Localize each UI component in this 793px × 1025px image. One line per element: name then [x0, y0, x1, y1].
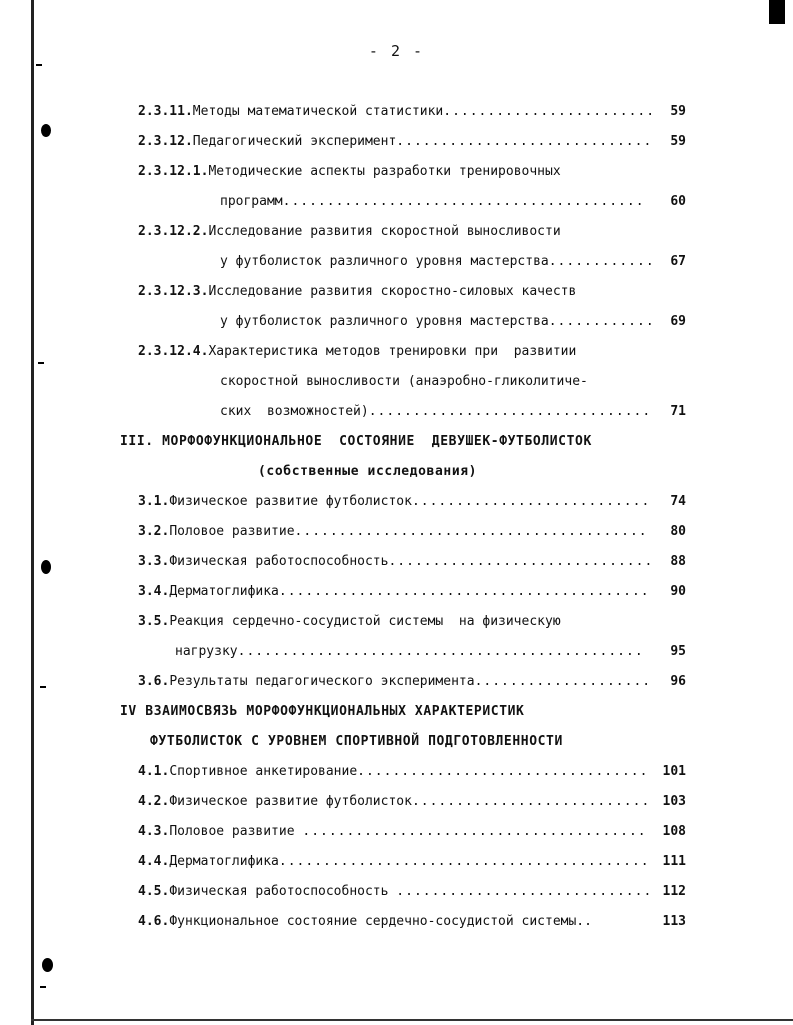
toc-entry-number: 2.3.12.1. [138, 164, 209, 179]
toc-entry [138, 344, 576, 360]
punch-hole-mark [41, 124, 51, 137]
toc-entry-title: Педагогический эксперимент [192, 134, 397, 149]
toc-entry-title: Дерматоглифика [169, 584, 279, 599]
toc-page-number: 88 [670, 554, 686, 569]
toc-dot-leader: ........................... [411, 494, 651, 509]
toc-entry-title: Физическое развитие футболисток [169, 794, 412, 809]
scan-speck [38, 362, 44, 364]
scan-speck [40, 986, 46, 988]
toc-page-number: 112 [662, 884, 686, 899]
toc-entry-title: Результаты педагогического эксперимента [169, 674, 475, 689]
toc-page-number: 60 [670, 194, 686, 209]
scan-speck [40, 686, 46, 688]
toc-entry-title: Методы математической статистики [192, 104, 444, 119]
punch-hole-mark [41, 560, 51, 574]
toc-entry-title: Половое развитие [169, 524, 295, 539]
toc-entry-number: 4.3. [138, 824, 170, 839]
toc-section-subheading: (собственные исследования) [258, 464, 478, 479]
toc-entry [138, 104, 655, 120]
toc-page-number: 103 [662, 794, 686, 809]
toc-entry [138, 164, 561, 180]
toc-entry [138, 494, 650, 510]
toc-entry-continuation: нагрузку.............................................. [175, 644, 644, 659]
toc-entry-continuation: программ......................................... [220, 194, 645, 209]
toc-entry-title: Реакция сердечно-сосудистой системы на физическую [169, 614, 561, 629]
toc-entry [138, 134, 652, 150]
toc-entry-number: 3.2. [138, 524, 170, 539]
toc-entry [138, 824, 647, 840]
toc-page-number: 90 [670, 584, 686, 599]
toc-dot-leader: ........................................ [294, 524, 648, 539]
scan-bottom-edge [31, 1019, 793, 1021]
toc-entry-number: 4.4. [138, 854, 170, 869]
toc-dot-leader: ........................ [443, 104, 656, 119]
scan-speck [36, 64, 42, 66]
toc-entry-number: 3.3. [138, 554, 170, 569]
toc-dot-leader: .............................. [388, 554, 654, 569]
toc-entry [138, 854, 650, 870]
toc-entry-number: 2.3.12.4. [138, 344, 209, 359]
toc-entry-number: 4.6. [138, 914, 170, 929]
toc-entry-number: 4.2. [138, 794, 170, 809]
toc-dot-leader: .......................................... [278, 584, 650, 599]
toc-dot-leader: ....................................... [302, 824, 647, 839]
toc-entry-title: Исследование развития скоростно-силовых качеств [208, 284, 577, 299]
toc-page-number: 101 [662, 764, 686, 779]
toc-dot-leader: ........................... [411, 794, 651, 809]
toc-dot-leader: ............ [548, 254, 655, 269]
toc-dot-leader: ............................. [396, 884, 653, 899]
toc-entry [138, 764, 648, 780]
toc-dot-leader: .................... [474, 674, 652, 689]
toc-dot-leader: .......................................... [278, 854, 650, 869]
toc-dot-leader: ................................ [368, 404, 652, 419]
toc-entry [138, 554, 653, 570]
toc-dot-leader: ............ [548, 314, 655, 329]
toc-entry [138, 224, 561, 240]
toc-entry-number: 4.5. [138, 884, 170, 899]
toc-entry-title: Физическое развитие футболисток [169, 494, 412, 509]
toc-section-heading: IV ВЗАИМОСВЯЗЬ МОРФОФУНКЦИОНАЛЬНЫХ ХАРАКТЕРИСТИК [120, 704, 525, 719]
toc-dot-leader: ......................................... [282, 194, 645, 209]
toc-entry-title: Физическая работоспособность [169, 884, 397, 899]
toc-dot-leader: .............................................. [237, 644, 644, 659]
toc-entry [138, 284, 576, 300]
toc-entry-number: 2.3.12.3. [138, 284, 209, 299]
toc-entry-number: 2.3.12. [138, 134, 193, 149]
toc-entry [138, 614, 561, 630]
toc-entry-title: Исследование развития скоростной выносливости [208, 224, 561, 239]
toc-entry-continuation: у футболисток различного уровня мастерства............ [220, 314, 655, 329]
toc-entry-title: Спортивное анкетирование [169, 764, 358, 779]
toc-page-number: 111 [662, 854, 686, 869]
page-number: - 2 - [368, 42, 425, 60]
toc-entry-title: Методические аспекты разработки тренировочных [208, 164, 561, 179]
toc-page-number: 59 [670, 104, 686, 119]
scan-top-right-mark [769, 0, 785, 24]
toc-entry [138, 884, 652, 900]
toc-entry-continuation: ских возможностей)................................ [220, 404, 652, 419]
toc-entry [138, 674, 651, 690]
toc-entry-title: Половое развитие [169, 824, 303, 839]
toc-entry-continuation: скоростной выносливости (анаэробно-гликолитиче- [220, 374, 588, 389]
toc-page-number: 71 [670, 404, 686, 419]
toc-page-number: 108 [662, 824, 686, 839]
toc-page-number: 113 [662, 914, 686, 929]
toc-entry-continuation: у футболисток различного уровня мастерства............ [220, 254, 655, 269]
toc-section-subheading: ФУТБОЛИСТОК С УРОВНЕМ СПОРТИВНОЙ ПОДГОТОВЛЕННОСТИ [150, 734, 563, 749]
toc-page-number: 96 [670, 674, 686, 689]
scan-left-edge [31, 0, 34, 1025]
toc-page-number: 67 [670, 254, 686, 269]
punch-hole-mark [42, 958, 53, 972]
toc-page-number: 69 [670, 314, 686, 329]
toc-entry-number: 3.5. [138, 614, 170, 629]
toc-entry-title: Характеристика методов тренировки при развитии [208, 344, 577, 359]
toc-page-number: 95 [670, 644, 686, 659]
toc-page-number: 80 [670, 524, 686, 539]
toc-entry-title: Физическая работоспособность [169, 554, 389, 569]
toc-entry [138, 914, 592, 930]
toc-entry-title: Функциональное состояние сердечно-сосудистой системы.. [169, 914, 592, 929]
toc-entry [138, 524, 648, 540]
toc-entry [138, 794, 650, 810]
toc-entry-number: 4.1. [138, 764, 170, 779]
toc-entry-number: 2.3.11. [138, 104, 193, 119]
toc-entry-title: Дерматоглифика [169, 854, 279, 869]
toc-entry-number: 3.4. [138, 584, 170, 599]
toc-entry-number: 2.3.12.2. [138, 224, 209, 239]
toc-section-heading: III. МОРФОФУНКЦИОНАЛЬНОЕ СОСТОЯНИЕ ДЕВУШЕК-ФУТБОЛИСТОК [120, 434, 592, 449]
toc-entry-number: 3.6. [138, 674, 170, 689]
toc-page-number: 74 [670, 494, 686, 509]
toc-dot-leader: ............................. [396, 134, 653, 149]
toc-entry-number: 3.1. [138, 494, 170, 509]
toc-dot-leader: ................................. [357, 764, 649, 779]
toc-page-number: 59 [670, 134, 686, 149]
toc-entry [138, 584, 650, 600]
